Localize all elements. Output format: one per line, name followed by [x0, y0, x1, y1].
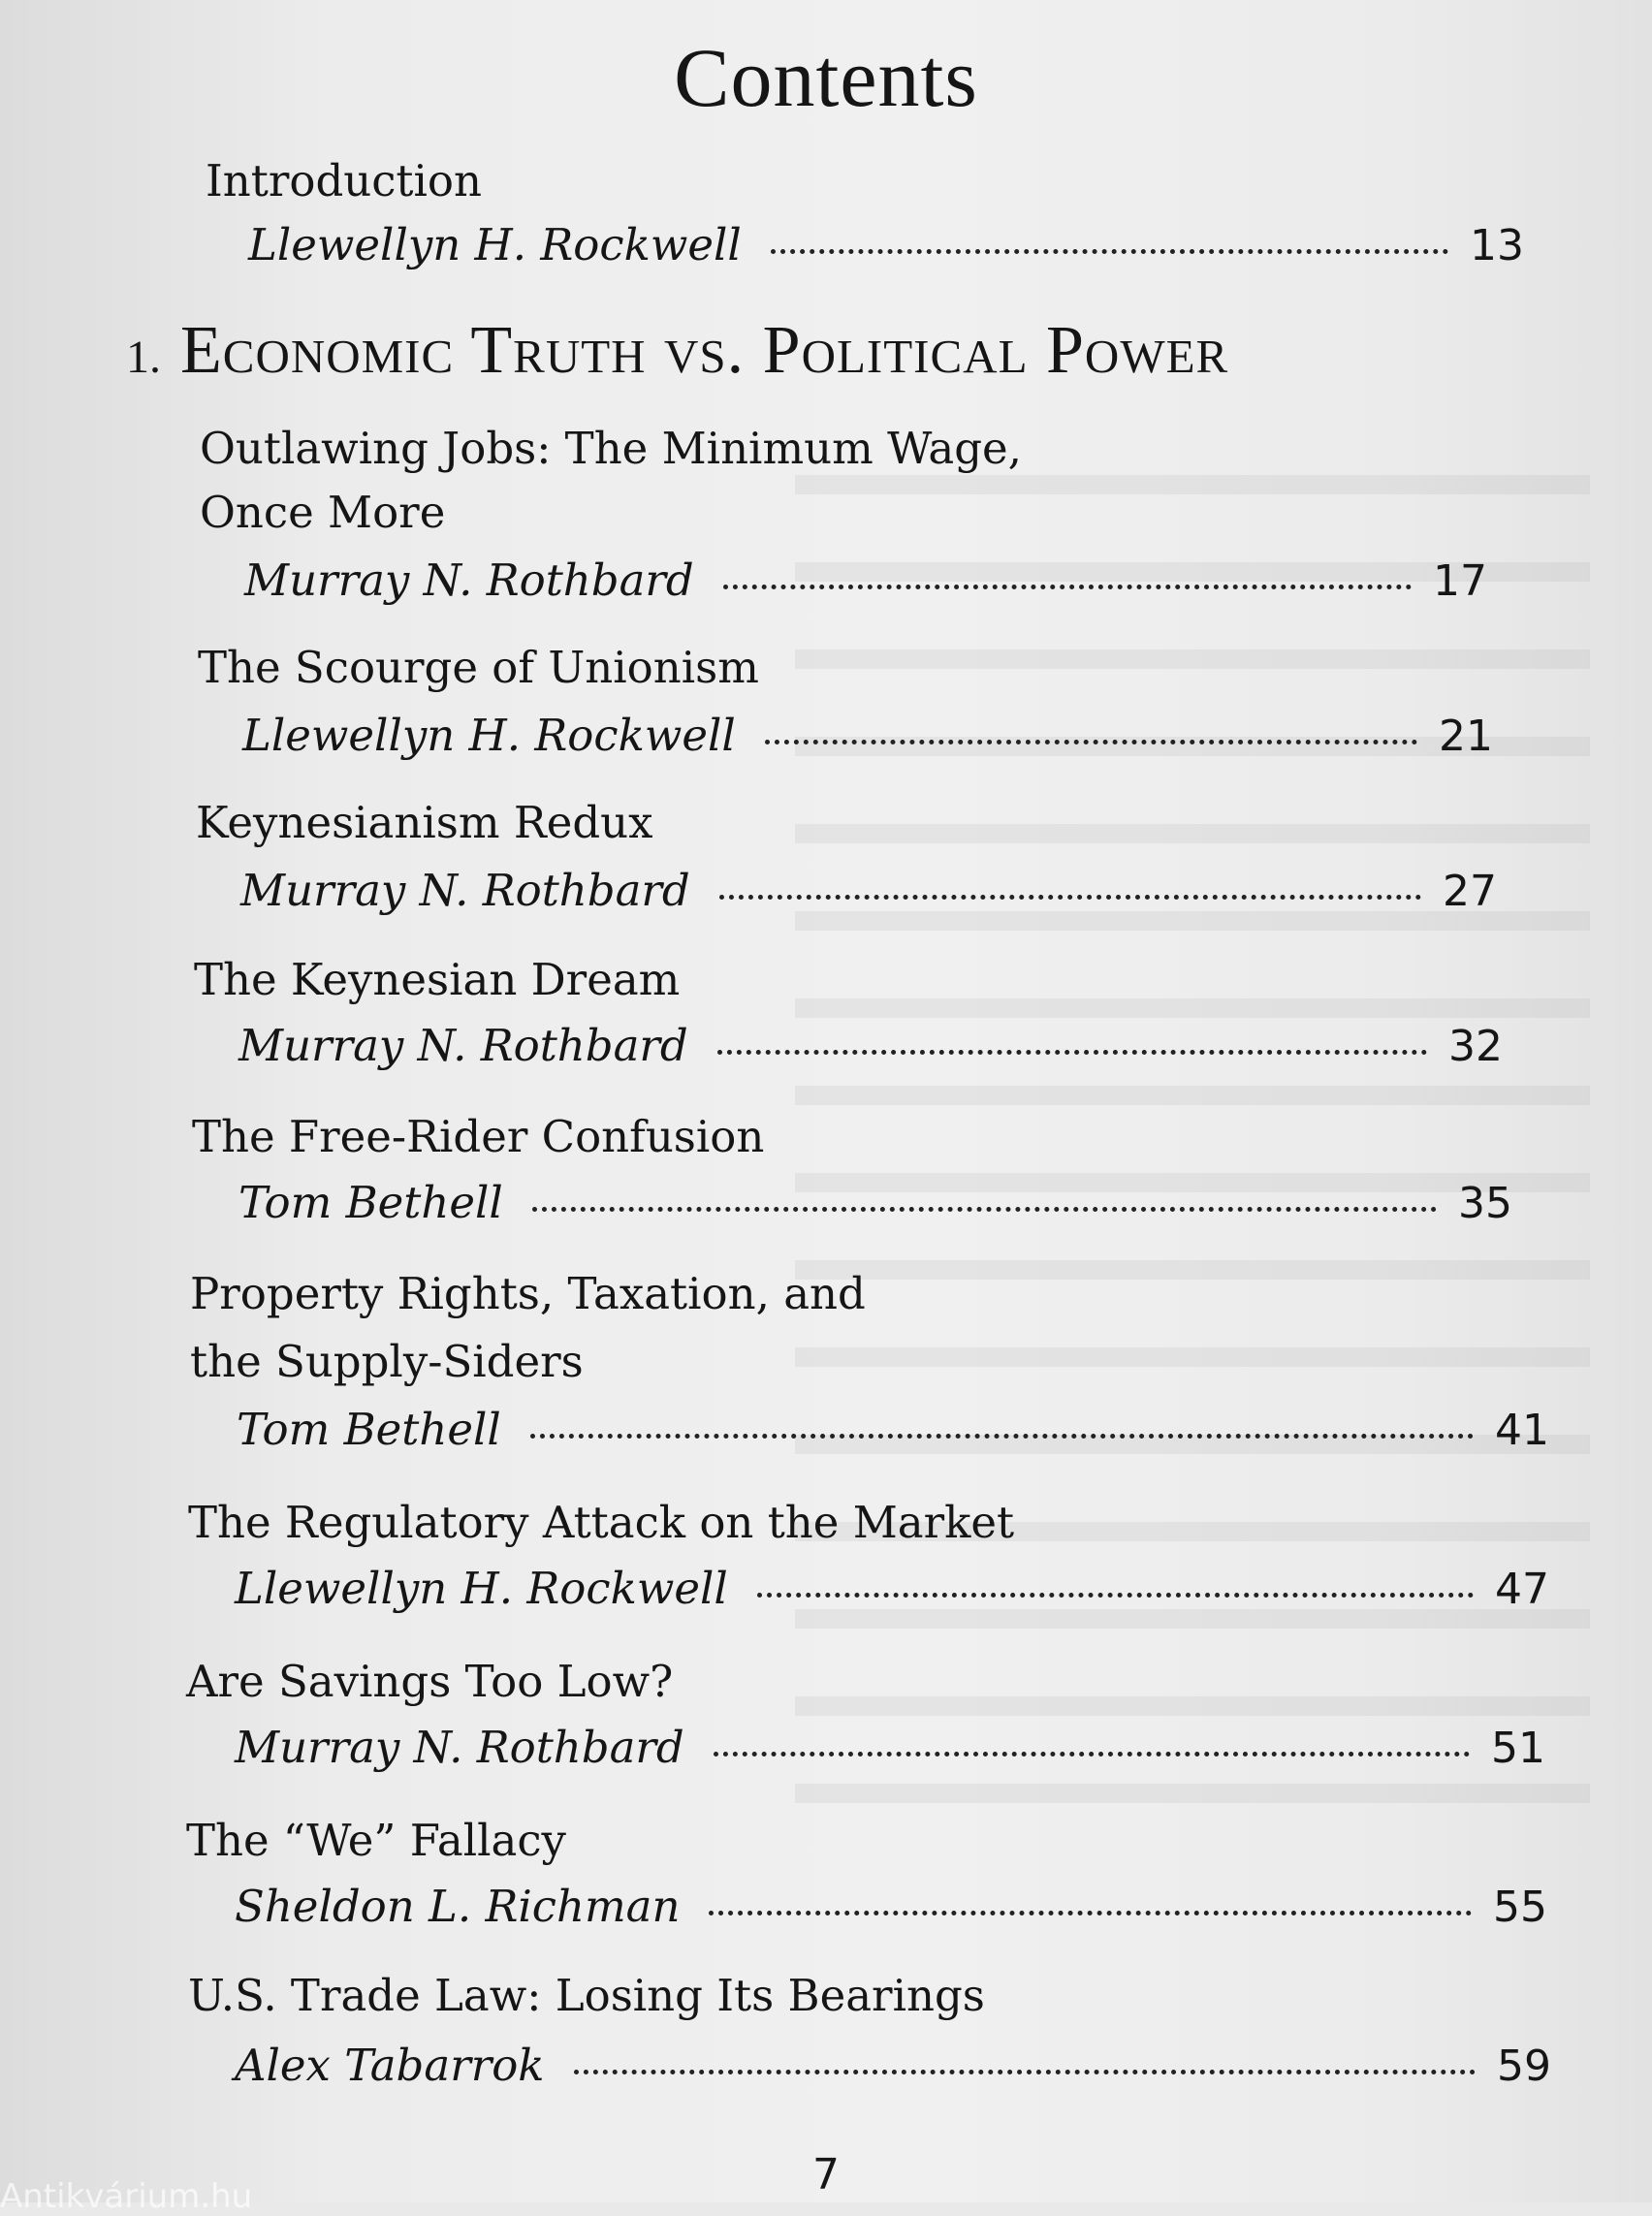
part-number: 1.	[126, 332, 161, 383]
entry-page-number: 27	[1443, 867, 1497, 916]
watermark: Antikvárium.hu	[0, 2177, 253, 2216]
entry-title-line: Outlawing Jobs: The Minimum Wage,	[200, 423, 1022, 474]
entry-author-row	[235, 1722, 1545, 1773]
entry-author-row	[238, 1177, 1512, 1228]
entry-author: Llewellyn H. Rockwell	[242, 710, 736, 761]
entry-author: Murray N. Rothbard	[238, 1020, 688, 1071]
page-number: 7	[812, 2150, 840, 2200]
dot-leader	[530, 1434, 1474, 1439]
dot-leader	[719, 895, 1421, 900]
entry-author-row	[237, 1404, 1549, 1455]
part-title: Economic Truth vs. Political Power	[180, 313, 1229, 388]
part-heading	[126, 312, 1228, 390]
entry-author: Tom Bethell	[237, 1404, 501, 1455]
entry-author: Murray N. Rothbard	[240, 865, 690, 916]
entry-title-line: Are Savings Too Low?	[186, 1656, 674, 1707]
entry-title-line: Once More	[200, 487, 446, 538]
dot-leader	[717, 1050, 1427, 1055]
entry-author-row	[235, 1563, 1549, 1614]
entry-title-line: The Regulatory Attack on the Market	[188, 1497, 1015, 1548]
entry-title-line: Property Rights, Taxation, and	[190, 1268, 866, 1319]
dot-leader	[532, 1207, 1437, 1212]
entry-author: Murray N. Rothbard	[235, 1722, 684, 1773]
intro-page-number: 13	[1470, 221, 1524, 270]
entry-page-number: 47	[1495, 1565, 1549, 1614]
entry-author: Tom Bethell	[238, 1177, 503, 1228]
entry-title-line: U.S. Trade Law: Losing Its Bearings	[188, 1970, 985, 2021]
entry-author: Llewellyn H. Rockwell	[235, 1563, 728, 1614]
entry-title-line: Keynesianism Redux	[196, 797, 653, 848]
entry-title-line: The Keynesian Dream	[194, 954, 681, 1005]
dot-leader	[709, 1911, 1472, 1915]
intro-author-row	[248, 219, 1524, 270]
entry-title-line: The “We” Fallacy	[186, 1815, 566, 1866]
entry-page-number: 32	[1448, 1022, 1503, 1071]
entry-author-row	[238, 1020, 1503, 1071]
entry-title-line: The Free-Rider Confusion	[192, 1111, 765, 1162]
dot-leader	[723, 585, 1412, 589]
entry-author: Alex Tabarrok	[235, 2040, 545, 2091]
entry-page-number: 51	[1491, 1724, 1545, 1773]
entry-page-number: 17	[1433, 556, 1487, 606]
dot-leader	[574, 2070, 1476, 2074]
entry-page-number: 35	[1458, 1179, 1512, 1228]
entry-author-row	[240, 865, 1497, 916]
page-title: Contents	[674, 31, 978, 124]
entry-title-line: the Supply-Siders	[190, 1336, 584, 1387]
entry-page-number: 21	[1439, 712, 1493, 761]
entry-author-row	[244, 554, 1487, 606]
entry-page-number: 41	[1495, 1406, 1549, 1455]
entry-author-row	[242, 710, 1493, 761]
entry-author-row	[235, 1881, 1547, 1932]
dot-leader	[757, 1593, 1474, 1598]
dot-leader	[765, 740, 1417, 744]
entry-page-number: 59	[1497, 2042, 1551, 2091]
entry-title-line: The Scourge of Unionism	[198, 642, 759, 693]
dot-leader	[771, 249, 1448, 254]
intro-author: Llewellyn H. Rockwell	[248, 219, 742, 270]
dot-leader	[714, 1752, 1470, 1757]
entry-author: Murray N. Rothbard	[244, 554, 694, 606]
entry-page-number: 55	[1493, 1883, 1547, 1932]
intro-title: Introduction	[206, 155, 482, 206]
entry-author-row	[235, 2040, 1551, 2091]
entry-author: Sheldon L. Richman	[235, 1881, 681, 1932]
bleed-through-text	[795, 407, 1590, 1861]
